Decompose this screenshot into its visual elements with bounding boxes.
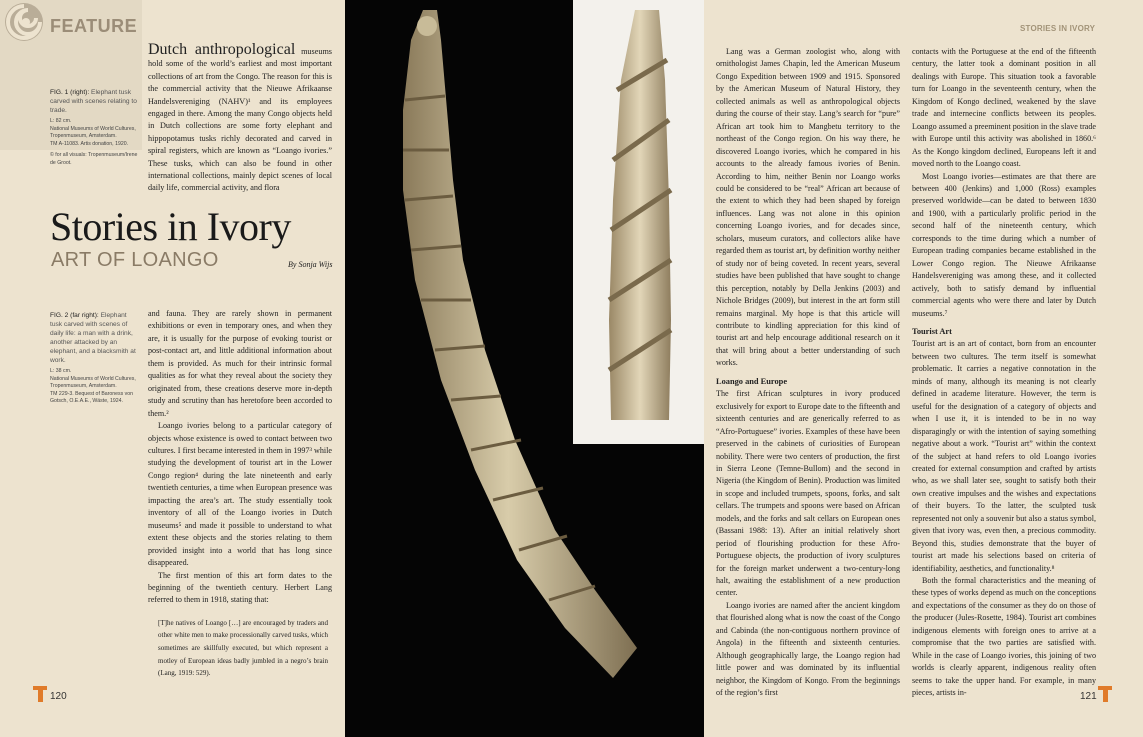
byline: By Sonja Wijs [288,260,333,269]
fig1-caption-credit: © for all visuals: Tropenmuseum/Irene de Groot. [50,152,138,166]
article-subtitle: ART OF LOANGO [51,249,219,271]
t-logo-icon [33,686,47,702]
section-label: FEATURE [50,16,138,36]
body-paragraph: contacts with the Portuguese at the end of the fifteenth century, the latter took a dominant position in all dealings with Europe. This situation took a favorable turn for Loango in the seventeenth century, when the Kingdom of Kongo declined, weakened by the slave trade and internecine conflicts between its peoples. Loango assumed a preeminent position in the slave trade with Europe until this activity was abolished in 1860.⁶ As the Kongo kingdom declined, Europeans left it and moved north to the Loango coast. [912,47,1096,169]
fig2-caption [50,311,138,406]
t-logo-icon [1098,686,1112,702]
body-paragraph: Loango ivories are named after the ancient kingdom that flourished along what is now the coast of the Congo and Cabinda (the non-contiguous northern province of Angola) in the fifteenth and sixteenth centuries. Although geographically large, the Loango region had little power and was dominated by its influential neighbor, the Kingdom of Kongo. From the beginnings of the region’s first [716,600,900,698]
intro-text: museums hold some of the world’s earliest and most important collections of art from the Congo. The reason for this is the commercial activity that the Nieuwe Afrikaanse Handelsvereniging (NAHV)¹ and its employees engaged in there. Among the many Congo objects held in Dutch collections are some forty elephant and hippopotamus tusks richly decorated and carved in spiral registers, which are known as “Loango ivories.” These tusks, which can also be found in other international collections, mainly depict scenes of local daily life, commercial activity, and flora [148,47,332,193]
spiral-logo-icon [4,2,44,46]
fig1-caption-detail: National Museums of World Cultures, Tropenmuseum, Amsterdam. [50,125,136,139]
fig2-caption-detail: National Museums of World Cultures, Tropenmuseum, Amsterdam. [50,375,136,389]
body-paragraph: Lang was a German zoologist who, along with ornithologist James Chapin, led the American Museum Congo Expedition between 1909 and 1915. Sponsored by the American Museum of Natural History, they collected animals as well as anthropological objects during the course of their stay. Lang’s search for “pure” African art took him to Mangbetu territory to the northeast of the Congo region. On his way there, he discovered Loango ivories, which he compared in his accounts to the already famous ivories of Benin. According to him, neither Benin nor Loango works could be considered to be “real” African art because of the extent to which they had been shaped by foreign influences. Lang was not alone in this opinion concerning Loango ivories, and for decades since, scholars, museum curators, and collectors alike have regarded them as tourist art, by definition worthy neither of study nor of being coveted. In recent years, several studies have been published that have sought to change this perception, notably by Della Jenkins (2003) and Nichole Bridges (2009), but interest in the art form still remains marginal. My hope is that this article will contribute to kindling appreciation for this kind of tourist art and help encourage additional research on it that will bring about a better understanding of such works. [716,47,900,368]
block-quote: [T]he natives of Loango […] are encouraged by traders and other white men to make processionally carved tusks, which sometimes are skillfully executed, but which represent a motley of European ideas badly jumbled in a negro’s brain (Lang, 1919: 529). [158,618,328,678]
running-head: STORIES IN IVORY [1020,24,1096,33]
intro-paragraph [148,41,332,195]
body-paragraph: The first mention of this art form dates to the beginning of the twentieth century. Herbert Lang referred to them in 1918, stating that: [148,570,332,605]
intro-lead: Dutch anthropological [148,41,296,58]
fig2-caption-detail: L: 38 cm. [50,368,72,374]
fig1-caption-detail: L: 82 cm. [50,118,72,124]
section-heading: Loango and Europe [716,376,788,386]
article-title: Stories in Ivory [50,204,291,249]
tusk-illustration-upright [573,0,704,444]
left-body-column [148,308,332,680]
left-page [0,0,345,737]
fig2-caption-text: Elephant tusk carved with scenes of daily life: a man with a drink, another attacked by an elephant, and a blacksmith at work. [50,312,136,364]
body-paragraph: Loango ivories belong to a particular category of objects whose existence is owed to contact between two cultures. I first became interested in them in 1997³ while studying the development of tourist art in the Lower Congo region⁴ during the late nineteenth and early twentieth centuries, a time when European presence was impacting the area’s art. The study essentially took inventory of all of the Loango ivories in Dutch museums⁵ and made it possible to understand to what extent these objects and the stories relating to them provided insight into a world that has long since disappeared. [148,421,332,568]
fig1-caption-label: FIG. 1 (right): [50,89,90,96]
body-paragraph: Tourist art is an art of contact, born from an encounter between two cultures. The term itself is somewhat problematic. It carries a negative connotation in the minds of many, although its meaning is not clearly defined in academe literature. However, the term is useful for the designation of a category of objects and when I use it, it is intended to be in no way disparagingly or with the intention of saying something negative about a work. “Tourist art” within the context of the subject at hand refers to old Loango ivories created for external consumption and crafted by artists who, as we shall later see, sought to satisfy both their own creative impulses and the wishes and expectations of their buyers. To the latter, the sculpted tusk represented not only a souvenir but also a status symbol, given that ivory was, even then, a precious commodity. Beyond this, studies demonstrate that the buyer of tourist art made his selections based on criteria of identifiability, aesthetics, and functionality.⁸ [912,339,1096,573]
body-paragraph: The first African sculptures in ivory produced exclusively for export to Europe date to the fifteenth and sixteenth centuries and are generically referred to as “Afro-Portuguese” ivories. Examples of these have been preserved in the cabinets of curiosities of European nobility. There were two centers of production, the first in Sierra Leone (Temne-Bullom) and the second in Nigeria (the Kingdom of Benin). Production was limited in scope and included trumpets, spoons, forks, and salt cellars. The trumpets and spoons were based on African models, and the forks and salt cellars on European ones (Bassani 1988: 13). After an initial relatively short period of flourishing production for these Afro-Portuguese objects, the production of ivory sculptures for the foreign market underwent a two-century-long halt, awaiting the establishment of a new production center. [716,389,900,598]
fig1-caption-text: Elephant tusk carved with scenes relating to trade. [50,89,137,114]
page-number-right: 121 [1080,691,1097,702]
fig2-caption-label: FIG. 2 (far right): [50,312,99,319]
fig1-caption [50,88,140,167]
fig1-photo-tusk [573,0,704,444]
right-column-2 [912,46,1096,700]
fig1-caption-detail: TM A-11083. Artis donation, 1920. [50,140,129,147]
body-paragraph: and fauna. They are rarely shown in permanent exhibitions or even in temporary ones, and when they are, it is usually for the purpose of evoking tourist or post-contact art, and little additional information about them is provided. As much for their intrinsic formal qualities as for what they reveal about the society they originated from, these creations deserve more in-depth study and scrutiny than has heretofore been accorded to them.² [148,309,332,418]
body-paragraph: Most Loango ivories—estimates are that there are between 400 (Jenkins) and 1,000 (Ross) examples preserved worldwide—can be dated to between 1830 and 1900, with a particularly prolific period in the second half of the nineteenth century, which corresponds to the time during which a number of European trading companies became established in the Lower Congo region. The Nieuwe Afrikaanse Handelsvereniging was among these, and it collected actively, both to satisfy demand by influential commercial agents who were there and later by Dutch museums.⁷ [912,171,1096,318]
fig2-caption-detail: TM 229-3. Bequest of Baroness von Gotsch, O.E.A.E., Wäste, 1924. [50,390,134,404]
page-number-left: 120 [50,691,67,702]
right-column-1 [716,46,900,700]
body-paragraph: Both the formal characteristics and the meaning of these types of works depend as much on the conceptions and expectations of the consumer as they do on those of the producer (Jules-Rosette, 1984). Tourist art combines indigenous elements with foreign ones to arrive at a compromise that the two parties are satisfied with. While in the case of Loango ivories, this joining of two worlds is clearly apparent, indigenous reality often seems to take the upper hand. For example, in many pieces, artists in- [912,576,1096,698]
section-heading: Tourist Art [912,326,952,336]
